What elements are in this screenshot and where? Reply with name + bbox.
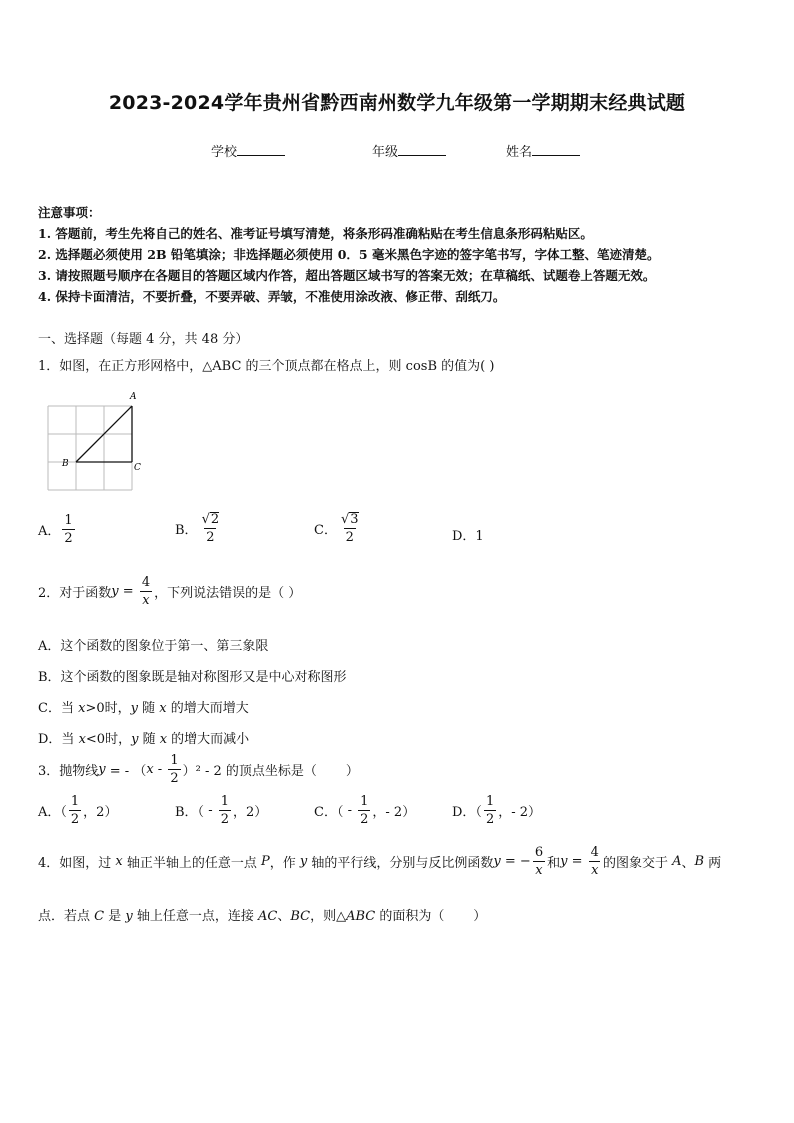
var-x: x — [115, 854, 123, 869]
vertex-label-c: C — [134, 463, 141, 473]
school-blank — [237, 143, 285, 156]
t: 随 — [137, 701, 160, 716]
t: 随 — [138, 732, 160, 747]
q3-option-b — [175, 795, 267, 826]
t: = − — [500, 854, 531, 869]
var-y: y — [299, 854, 308, 869]
notice-heading: 注意事项： — [38, 205, 101, 220]
t: 是 — [104, 909, 126, 924]
question-3-text — [38, 754, 359, 785]
q2-option-a: A．这个函数的图象位于第一、第三象限 — [38, 639, 269, 654]
vertex-label-b: B — [62, 459, 69, 469]
denominator: 2 — [345, 530, 354, 545]
grade-field — [372, 141, 446, 160]
var-p: P — [261, 854, 270, 869]
denominator: 2 — [360, 812, 369, 827]
t: D．当 — [38, 732, 79, 747]
q3-prefix: 3．抛物线 — [38, 764, 99, 779]
q1-option-c — [314, 512, 363, 544]
question-4-line-1 — [38, 846, 721, 877]
page-title: 2023-2024学年贵州省黔西南州数学九年级第一学期期末经典试题 — [108, 92, 686, 114]
t: 、 — [681, 856, 695, 871]
t: <0时， — [85, 732, 132, 747]
var-a: A — [672, 854, 682, 869]
name-blank — [532, 143, 580, 156]
numerator: 4 — [141, 575, 151, 590]
question-1-text: 1．如图，在正方形网格中，△ABC 的三个顶点都在格点上，则 cosB 的值为( ) — [38, 359, 495, 374]
vertex-label-a: A — [130, 392, 137, 402]
t: ，- 2） — [372, 805, 416, 820]
q2-prefix: 2．对于函数 — [38, 586, 112, 601]
sign: - — [343, 803, 357, 818]
q3-option-a — [38, 795, 117, 826]
option-label: A．（ — [38, 805, 67, 820]
t: C．当 — [38, 701, 79, 716]
numerator: 1 — [220, 794, 230, 809]
section-heading: 一、选择题（每题 4 分，共 48 分） — [38, 332, 249, 347]
var-abc: ABC — [346, 909, 376, 924]
var-x: x — [78, 701, 86, 716]
q1-grid-figure — [44, 388, 154, 498]
q1-option-d: D．1 — [452, 529, 484, 544]
fraction — [589, 846, 601, 877]
q2-option-d — [38, 728, 249, 747]
option-label: D．（ — [452, 805, 482, 820]
question-2-text — [38, 576, 301, 607]
notice-item: 4. 保持卡面清洁，不要折叠，不要弄破、弄皱，不准使用涂改液、修正带、刮纸刀。 — [38, 289, 506, 304]
var-y: y — [560, 854, 568, 869]
numerator: 6 — [534, 845, 544, 860]
t: 和 — [547, 856, 561, 871]
var-y: y — [131, 732, 139, 747]
t: ，2） — [83, 805, 118, 820]
var-bc: BC — [290, 909, 311, 924]
school-field — [211, 141, 285, 160]
q3-option-c — [314, 795, 415, 826]
q3-option-d — [452, 795, 541, 826]
fraction — [339, 512, 361, 544]
denominator: 2 — [485, 812, 495, 827]
t: - — [153, 762, 167, 777]
sign: - — [204, 803, 217, 818]
var-y: y — [493, 854, 501, 869]
denominator: 2 — [220, 812, 230, 827]
t: 两 — [704, 856, 722, 871]
option-label: B． — [175, 522, 198, 538]
t: = - （ — [105, 764, 147, 779]
radicand: 2 — [210, 512, 220, 527]
t: ，作 — [269, 856, 300, 871]
q3-suffix: ）² - 2 的顶点坐标是（ ） — [182, 764, 359, 779]
school-label: 学校 — [211, 145, 238, 160]
q2-option-c — [38, 697, 249, 716]
var-x: x — [146, 762, 154, 777]
t: = — [567, 854, 587, 869]
grade-blank — [398, 143, 446, 156]
t: 的图象交于 — [602, 856, 673, 871]
numerator: √2 — [201, 512, 220, 527]
var-b: B — [694, 854, 705, 869]
fraction — [140, 576, 152, 607]
q1-option-a — [38, 514, 77, 545]
option-label: B．（ — [175, 805, 205, 820]
var-ac: AC — [257, 909, 278, 924]
t: ，- 2） — [498, 805, 542, 820]
t: 的增大而增大 — [166, 701, 249, 716]
numerator: 1 — [70, 794, 80, 809]
t: 轴正半轴上的任意一点 — [122, 856, 262, 871]
denominator: x — [591, 863, 599, 878]
name-label: 姓名 — [506, 145, 533, 160]
notice-item: 3. 请按照题号顺序在各题目的答题区域内作答，超出答题区域书写的答案无效；在草稿纸、试题卷上答题无效。 — [38, 268, 656, 283]
fraction — [168, 754, 180, 785]
option-label: C． — [314, 522, 337, 538]
numerator: 1 — [64, 513, 73, 528]
denominator: x — [142, 593, 150, 608]
numerator: 1 — [360, 794, 369, 809]
q1-option-b — [175, 512, 223, 544]
fraction — [200, 512, 222, 544]
fraction — [484, 795, 496, 826]
denominator: 2 — [64, 531, 73, 546]
t: 轴上任意一点，连接 — [132, 909, 258, 924]
numerator: 1 — [485, 794, 495, 809]
var-y: y — [111, 584, 119, 599]
denominator: 2 — [70, 812, 80, 827]
denominator: 2 — [170, 771, 179, 786]
t: 的面积为（ ） — [375, 909, 487, 924]
t: ，2） — [233, 805, 268, 820]
t: >0时， — [85, 701, 131, 716]
fraction — [358, 795, 370, 826]
t: 轴的平行线，分别与反比例函数 — [307, 856, 494, 871]
var-y: y — [125, 909, 133, 924]
notice-item: 2. 选择题必须使用 2B 铅笔填涂；非选择题必须使用 0．5 毫米黑色字迹的签字笔书写，字体工整、笔迹清楚。 — [38, 247, 660, 262]
fraction — [62, 514, 74, 545]
fraction — [69, 795, 81, 826]
t: 点．若点 — [38, 909, 95, 924]
numerator: 4 — [590, 845, 599, 860]
var-x: x — [78, 732, 86, 747]
equals: = — [118, 584, 138, 599]
grade-label: 年级 — [372, 145, 399, 160]
radicand: 3 — [350, 512, 359, 527]
fraction — [219, 795, 231, 826]
notice-item: 1. 答题前，考生先将自己的姓名、准考证号填写清楚，将条形码准确粘贴在考生信息条形码粘贴区。 — [38, 226, 593, 241]
option-label: C．（ — [314, 805, 344, 820]
q2-option-b: B．这个函数的图象既是轴对称图形又是中心对称图形 — [38, 670, 347, 685]
option-label: A． — [38, 524, 61, 539]
fraction — [533, 846, 545, 877]
denominator: 2 — [206, 530, 215, 545]
var-x: x — [159, 732, 168, 747]
t: 4．如图，过 — [38, 856, 116, 871]
name-field — [506, 141, 580, 160]
t: ，则△ — [310, 909, 347, 924]
var-x: x — [159, 701, 167, 716]
numerator: 1 — [170, 753, 179, 768]
t: 、 — [277, 909, 291, 924]
var-y: y — [98, 762, 106, 777]
question-4-line-2 — [38, 905, 486, 924]
denominator: x — [535, 863, 543, 878]
q2-suffix: ，下列说法错误的是（ ） — [154, 586, 302, 601]
numerator: √3 — [340, 512, 359, 527]
var-c: C — [94, 909, 105, 924]
t: 的增大而减小 — [167, 732, 250, 747]
var-y: y — [130, 701, 138, 716]
